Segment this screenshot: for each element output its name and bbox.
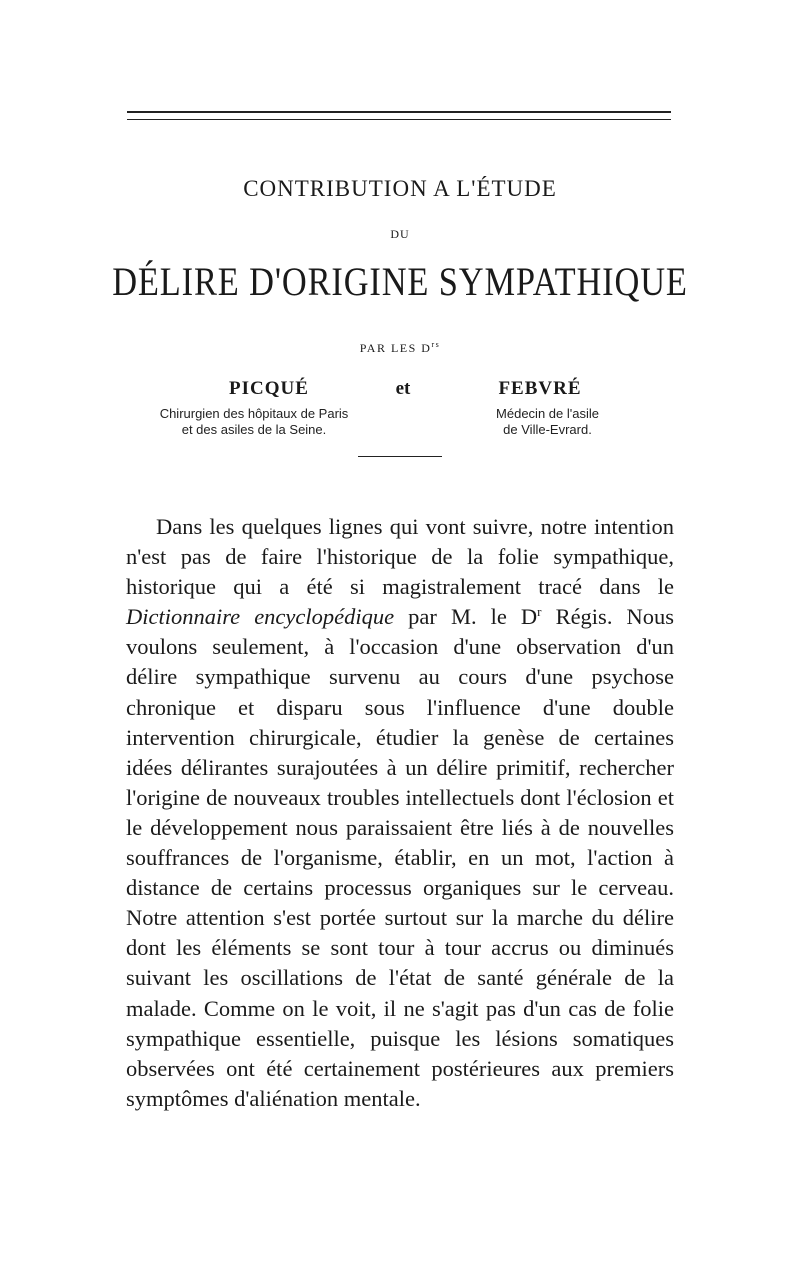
- separator-rule: [358, 456, 442, 457]
- body-segment-2: par M. le D: [394, 604, 538, 630]
- title-line-1: CONTRIBUTION A L'ÉTUDE: [243, 176, 557, 201]
- top-double-rule: [127, 111, 671, 120]
- par-les-drs: [0, 340, 800, 356]
- author-left-name: PICQUÉ: [229, 378, 309, 399]
- par-les-superscript: rs: [431, 340, 441, 349]
- author-right-affiliation-line2: de Ville-Evrard.: [503, 422, 592, 437]
- author-right-affiliation-line1: Médecin de l'asile: [496, 406, 599, 421]
- author-left-affiliation-line2: et des asiles de la Seine.: [181, 422, 327, 437]
- author-conjunction: et: [395, 378, 411, 399]
- author-left-affiliation: [131, 406, 377, 438]
- author-left-affiliation-line1: Chirurgien des hôpitaux de Paris: [159, 406, 349, 421]
- par-les-text: PAR LES D: [359, 341, 432, 355]
- body-paragraph: [126, 512, 674, 1114]
- title-du: DU: [390, 227, 410, 241]
- body-segment-1: Dans les quelques lignes qui vont suivre, notre intention n'est pas de faire l'historique de la folie sympathique, historique qui a été si magistralement tracé dans le: [126, 514, 674, 600]
- author-right-affiliation: [460, 406, 635, 438]
- body-segment-3: Régis. Nous voulons seulement, à l'occasion d'une observation d'un délire sympathique survenu au cours d'une psychose chronique et disparu sous l'influence d'une double intervention chirurgicale, étudier la genèse de certaines idées délirantes surajoutées à un délire primitif, rechercher l'origine de nouveaux troubles intellectuels dont l'éclosion et le développement nous paraissaient être liés à de nouvelles souffrances de l'organisme, établir, en un mot, l'action à distance de certains processus organiques sur le cerveau. Notre attention s'est portée surtout sur la marche du délire dont les éléments se sont tour à tour accrus ou diminués suivant les oscillations de l'état de santé générale de la malade. Comme on le voit, il ne s'agit pas d'un cas de folie sympathique essentielle, puisque les lésions somatiques observées ont été certainement postérieures aux premiers symptômes d'aliénation mentale.: [126, 604, 674, 1111]
- body-italic-title: Dictionnaire encyclopédique: [126, 604, 395, 630]
- author-right-name: FEBVRÉ: [498, 378, 582, 399]
- main-title: DÉLIRE D'ORIGINE SYMPATHIQUE: [112, 259, 688, 304]
- body-superscript: r: [537, 604, 542, 620]
